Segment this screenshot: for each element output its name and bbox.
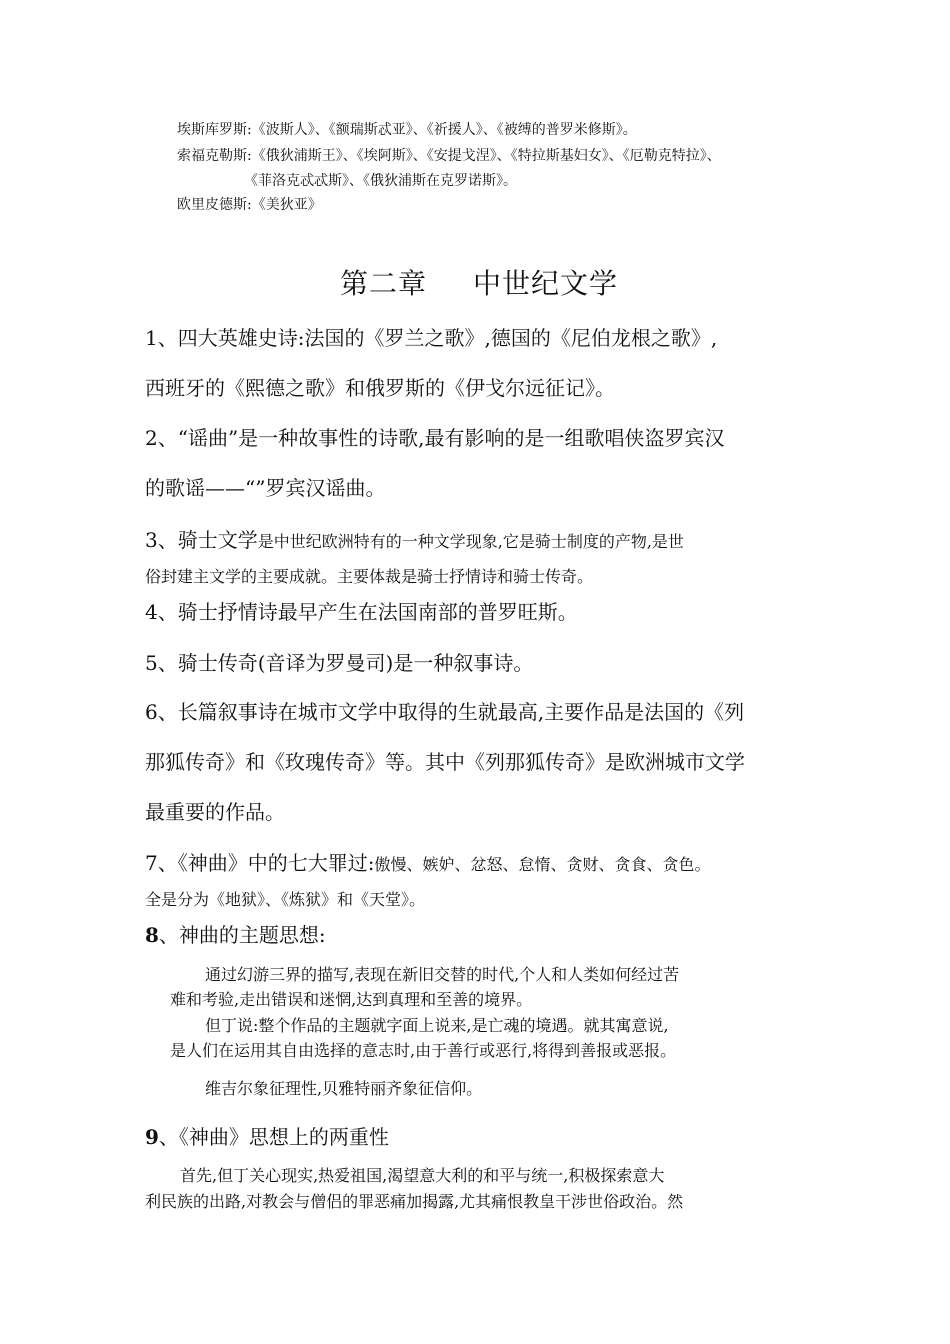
item-9-para-1-line-2: 利民族的出路,对教会与僧侣的罪恶痛加揭露,尤其痛恨教皇干涉世俗政治。然 — [145, 1192, 684, 1211]
item-8-para-1-line-1: 通过幻游三界的描写,表现在新旧交替的时代,个人和人类如何经过苦 — [205, 965, 680, 984]
item-8-heading — [145, 919, 326, 948]
item-3-line-2: 俗封建主文学的主要成就。主要体裁是骑士抒情诗和骑士传奇。 — [145, 567, 594, 586]
item-7-line-2: 全是分为《地狱》、《炼狱》和《天堂》。 — [145, 890, 426, 909]
item-7-line-1 — [145, 847, 710, 876]
aeschylus-works: 埃斯库罗斯:《波斯人》、《额瑞斯忒亚》、《祈援人》、《被缚的普罗米修斯》。 — [177, 122, 637, 138]
item-8-para-2-line-1: 但丁说:整个作品的主题就字面上说来,是亡魂的境遇。就其寓意说, — [205, 1016, 669, 1035]
item-2-line-2: 的歌谣——“”罗宾汉谣曲。 — [145, 476, 386, 500]
euripides-works: 欧里皮德斯:《美狄亚》 — [177, 197, 322, 213]
item-9-number: 9 — [145, 1125, 159, 1149]
sophocles-works: 索福克勒斯:《俄狄浦斯王》、《埃阿斯》、《安提戈涅》、《特拉斯基妇女》、《厄勒克特拉》、 — [177, 148, 721, 164]
sophocles-works-continued: 《菲洛克忒忒斯》、《俄狄浦斯在克罗诺斯》。 — [244, 173, 517, 189]
chapter-title: 中世纪文学 — [473, 267, 619, 300]
item-8-number: 8 — [145, 923, 159, 947]
chapter-heading — [340, 262, 618, 302]
item-8-para-1-line-2: 难和考验,走出错误和迷惘,达到真理和至善的境界。 — [170, 990, 533, 1009]
item-1-line-2: 西班牙的《熙德之歌》和俄罗斯的《伊戈尔远征记》。 — [145, 376, 615, 400]
item-9-heading — [145, 1121, 389, 1150]
item-1-line-1: 1、四大英雄史诗:法国的《罗兰之歌》,德国的《尼伯龙根之歌》, — [145, 326, 718, 350]
item-3-lead: 3、骑士文学 — [145, 528, 258, 552]
item-4: 4、骑士抒情诗最早产生在法国南部的普罗旺斯。 — [145, 600, 578, 624]
item-6-line-1: 6、长篇叙事诗在城市文学中取得的生就最高,主要作品是法国的《列 — [145, 700, 745, 724]
item-7-text: 傲慢、嫉妒、忿怒、怠惰、贪财、贪食、贪色。 — [374, 855, 711, 874]
item-8-para-2-line-2: 是人们在运用其自由选择的意志时,由于善行或恶行,将得到善报或恶报。 — [170, 1041, 677, 1060]
chapter-number: 第二章 — [340, 267, 428, 300]
item-7-lead: 7、《神曲》中的七大罪过: — [145, 851, 375, 875]
item-8-para-3: 维吉尔象征理性,贝雅特丽齐象征信仰。 — [205, 1079, 483, 1098]
item-9-para-1-line-1: 首先,但丁关心现实,热爱祖国,渴望意大利的和平与统一,积极探索意大 — [180, 1166, 665, 1185]
item-9-title: 、《神曲》思想上的两重性 — [158, 1125, 389, 1149]
item-6-line-3: 最重要的作品。 — [145, 800, 285, 824]
item-2-line-1: 2、“谣曲”是一种故事性的诗歌,最有影响的是一组歌唱侠盗罗宾汉 — [145, 426, 725, 450]
item-3-text: 是中世纪欧洲特有的一种文学现象,它是骑士制度的产物,是世 — [257, 532, 684, 551]
item-8-title: 、神曲的主题思想: — [158, 923, 326, 947]
item-3-line-1 — [145, 524, 684, 553]
item-5: 5、骑士传奇(音译为罗曼司)是一种叙事诗。 — [145, 651, 534, 675]
item-6-line-2: 那狐传奇》和《玫瑰传奇》等。其中《列那狐传奇》是欧洲城市文学 — [145, 750, 745, 774]
